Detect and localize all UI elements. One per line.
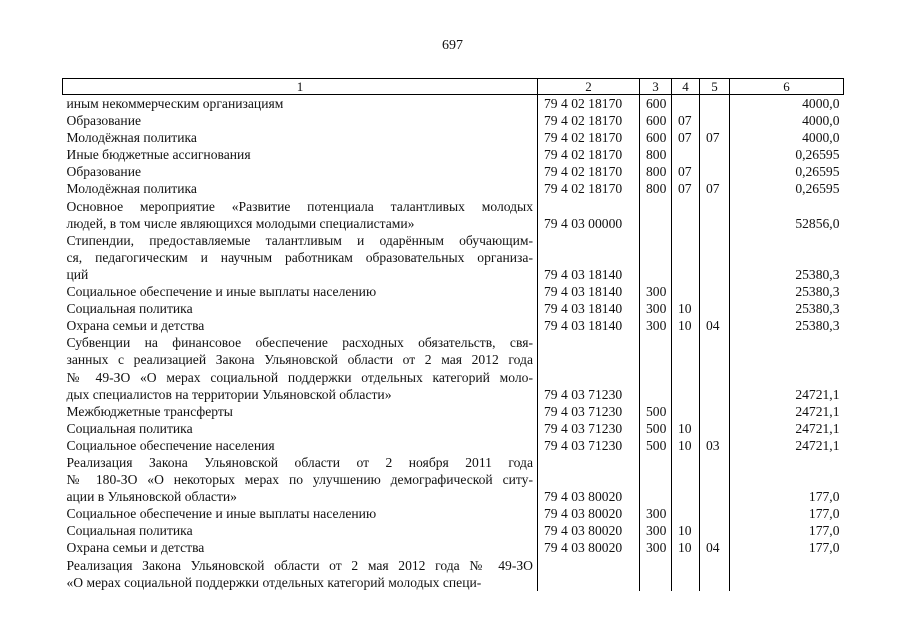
row-name-line: Молодёжная политика (66, 130, 197, 146)
row-name (63, 112, 538, 129)
row-col-5 (700, 146, 730, 163)
row-col-5 (700, 403, 730, 420)
row-code: 79 4 03 00000 (538, 198, 640, 232)
row-name (63, 437, 538, 454)
row-col-4: 07 (672, 180, 700, 197)
header-col-1: 1 (63, 79, 538, 95)
row-col-4: 10 (672, 437, 700, 454)
row-amount: 177,0 (730, 505, 844, 522)
row-col-4: 10 (672, 539, 700, 556)
row-col-5 (700, 95, 730, 113)
row-name (63, 539, 538, 556)
row-col-5 (700, 454, 730, 505)
table-row (63, 112, 844, 129)
row-name-line: № 180-ЗО «О некоторых мерах по улучшению демографической ситу- (66, 472, 533, 488)
row-amount: 25380,3 (730, 300, 844, 317)
table-row (63, 454, 844, 505)
row-col-5: 04 (700, 539, 730, 556)
row-name-line: Стипендии, предоставляемые талантливым и одарённым обучающим- (66, 232, 533, 248)
row-col-5 (700, 112, 730, 129)
row-name-line: ций (66, 266, 89, 282)
row-name-line: Охрана семьи и детства (66, 540, 205, 556)
row-col-3: 800 (640, 163, 672, 180)
row-col-3: 300 (640, 522, 672, 539)
row-code: 79 4 03 71230 (538, 403, 640, 420)
header-col-2: 2 (538, 79, 640, 95)
row-name (63, 300, 538, 317)
row-code: 79 4 03 80020 (538, 539, 640, 556)
row-col-4 (672, 454, 700, 505)
row-col-3 (640, 454, 672, 505)
table-row (63, 180, 844, 197)
row-col-5 (700, 505, 730, 522)
row-amount: 4000,0 (730, 129, 844, 146)
row-name-line: Субвенции на финансовое обеспечение расходных обязательств, свя- (66, 335, 533, 351)
row-col-4: 10 (672, 522, 700, 539)
row-col-4: 07 (672, 129, 700, 146)
row-col-4 (672, 505, 700, 522)
row-amount: 0,26595 (730, 163, 844, 180)
row-col-3: 300 (640, 300, 672, 317)
table-row (63, 420, 844, 437)
row-name (63, 403, 538, 420)
table-row (63, 522, 844, 539)
row-name (63, 180, 538, 197)
row-code: 79 4 03 18140 (538, 283, 640, 300)
row-amount: 24721,1 (730, 420, 844, 437)
row-name-line: иным некоммерческим организациям (66, 96, 284, 111)
row-name-line: «О мерах социальной поддержки отдельных категорий молодых специ- (66, 574, 482, 590)
row-col-3: 800 (640, 180, 672, 197)
row-col-5 (700, 334, 730, 402)
row-name-line: Социальная политика (66, 301, 193, 317)
row-name-line: Социальное обеспечение и иные выплаты населению (66, 284, 377, 300)
row-col-5 (700, 557, 730, 591)
row-col-3: 300 (640, 505, 672, 522)
row-amount (730, 557, 844, 591)
table-row (63, 539, 844, 556)
row-name-line: № 49-ЗО «О мерах социальной поддержки отдельных категорий моло- (66, 369, 533, 385)
table-row (63, 283, 844, 300)
row-code (538, 557, 640, 591)
row-name-line: занных с реализацией Закона Ульяновской области от 2 мая 2012 года (66, 352, 533, 368)
row-col-4: 10 (672, 420, 700, 437)
row-amount: 24721,1 (730, 437, 844, 454)
row-col-4: 07 (672, 112, 700, 129)
row-col-5 (700, 283, 730, 300)
table-row (63, 403, 844, 420)
row-name (63, 557, 538, 591)
row-code: 79 4 02 18170 (538, 112, 640, 129)
row-name (63, 163, 538, 180)
row-name-line: Реализация Закона Ульяновской области от 2 ноября 2011 года (66, 454, 533, 470)
row-col-4 (672, 146, 700, 163)
row-name-line: Социальное обеспечение и иные выплаты населению (66, 506, 377, 522)
table-row (63, 437, 844, 454)
row-code: 79 4 03 71230 (538, 420, 640, 437)
row-col-3: 600 (640, 129, 672, 146)
row-amount: 52856,0 (730, 198, 844, 232)
row-col-4: 10 (672, 317, 700, 334)
row-name-line: Межбюджетные трансферты (66, 403, 233, 419)
row-col-4 (672, 403, 700, 420)
row-name-line: Основное мероприятие «Развитие потенциала талантливых молодых (66, 198, 533, 214)
row-col-4 (672, 334, 700, 402)
row-col-4 (672, 557, 700, 591)
row-code: 79 4 02 18170 (538, 129, 640, 146)
row-col-5: 07 (700, 129, 730, 146)
row-col-3 (640, 198, 672, 232)
row-col-3: 300 (640, 539, 672, 556)
row-col-3 (640, 232, 672, 283)
row-col-3 (640, 557, 672, 591)
row-amount: 25380,3 (730, 283, 844, 300)
row-name-line: Иные бюджетные ассигнования (66, 147, 251, 163)
table-row (63, 232, 844, 283)
row-col-4 (672, 232, 700, 283)
header-col-5: 5 (700, 79, 730, 95)
row-col-3 (640, 334, 672, 402)
row-code: 79 4 03 18140 (538, 232, 640, 283)
row-amount: 25380,3 (730, 232, 844, 283)
row-name (63, 283, 538, 300)
row-col-4: 07 (672, 163, 700, 180)
row-col-5: 04 (700, 317, 730, 334)
page-number: 697 (442, 38, 463, 53)
row-code: 79 4 02 18170 (538, 146, 640, 163)
table-row (63, 557, 844, 591)
row-col-5 (700, 420, 730, 437)
row-col-4 (672, 198, 700, 232)
row-name (63, 522, 538, 539)
row-amount: 24721,1 (730, 403, 844, 420)
row-col-3: 600 (640, 95, 672, 113)
row-name (63, 232, 538, 283)
row-col-5: 03 (700, 437, 730, 454)
row-name-line: Социальная политика (66, 420, 193, 436)
table-row (63, 317, 844, 334)
table-row (63, 334, 844, 402)
row-name (63, 420, 538, 437)
row-col-5 (700, 163, 730, 180)
row-code: 79 4 03 80020 (538, 454, 640, 505)
table-row (63, 129, 844, 146)
row-name (63, 146, 538, 163)
row-code: 79 4 03 80020 (538, 522, 640, 539)
header-col-6: 6 (730, 79, 844, 95)
row-col-3: 500 (640, 437, 672, 454)
row-amount: 0,26595 (730, 180, 844, 197)
row-name-line: ся, педагогическим и научным работникам образовательных организа- (66, 249, 533, 265)
row-code: 79 4 02 18170 (538, 95, 640, 113)
row-amount: 25380,3 (730, 317, 844, 334)
row-col-3: 500 (640, 403, 672, 420)
row-amount: 177,0 (730, 539, 844, 556)
row-col-3: 800 (640, 146, 672, 163)
row-amount: 177,0 (730, 522, 844, 539)
row-col-4 (672, 95, 700, 113)
row-name (63, 198, 538, 232)
row-col-5 (700, 198, 730, 232)
table-row (63, 146, 844, 163)
row-name (63, 129, 538, 146)
row-name (63, 505, 538, 522)
table-row (63, 198, 844, 232)
row-name (63, 334, 538, 402)
row-name-line: дых специалистов на территории Ульяновской области» (66, 386, 392, 402)
row-name-line: людей, в том числе являющихся молодыми специалистами» (66, 215, 415, 231)
budget-table (62, 78, 844, 591)
row-code: 79 4 03 71230 (538, 437, 640, 454)
row-amount: 24721,1 (730, 334, 844, 402)
row-name-line: Социальное обеспечение населения (66, 437, 275, 453)
row-col-3: 500 (640, 420, 672, 437)
row-name (63, 454, 538, 505)
row-code: 79 4 03 80020 (538, 505, 640, 522)
row-amount: 177,0 (730, 454, 844, 505)
row-code: 79 4 02 18170 (538, 163, 640, 180)
row-code: 79 4 03 71230 (538, 334, 640, 402)
row-col-5 (700, 232, 730, 283)
row-name-line: Социальная политика (66, 523, 193, 539)
row-amount: 0,26595 (730, 146, 844, 163)
row-code: 79 4 03 18140 (538, 317, 640, 334)
row-name-line: Молодёжная политика (66, 181, 197, 197)
row-name (63, 95, 538, 113)
table-row (63, 163, 844, 180)
row-code: 79 4 03 18140 (538, 300, 640, 317)
row-col-5 (700, 300, 730, 317)
row-name-line: Образование (66, 113, 142, 129)
table-header (63, 79, 844, 95)
row-col-5 (700, 522, 730, 539)
row-code: 79 4 02 18170 (538, 180, 640, 197)
row-name-line: ации в Ульяновской области» (66, 489, 237, 505)
row-name (63, 317, 538, 334)
row-name-line: Образование (66, 164, 142, 180)
header-col-4: 4 (672, 79, 700, 95)
row-col-3: 300 (640, 317, 672, 334)
row-col-5: 07 (700, 180, 730, 197)
row-amount: 4000,0 (730, 112, 844, 129)
table-row (63, 505, 844, 522)
table-body (63, 95, 844, 591)
header-col-3: 3 (640, 79, 672, 95)
row-col-3: 600 (640, 112, 672, 129)
table-row (63, 95, 844, 113)
row-col-4 (672, 283, 700, 300)
table-row (63, 300, 844, 317)
row-name-line: Охрана семьи и детства (66, 318, 205, 334)
row-name-line: Реализация Закона Ульяновской области от 2 мая 2012 года № 49-ЗО (66, 557, 533, 573)
row-amount: 4000,0 (730, 95, 844, 113)
row-col-3: 300 (640, 283, 672, 300)
row-col-4: 10 (672, 300, 700, 317)
